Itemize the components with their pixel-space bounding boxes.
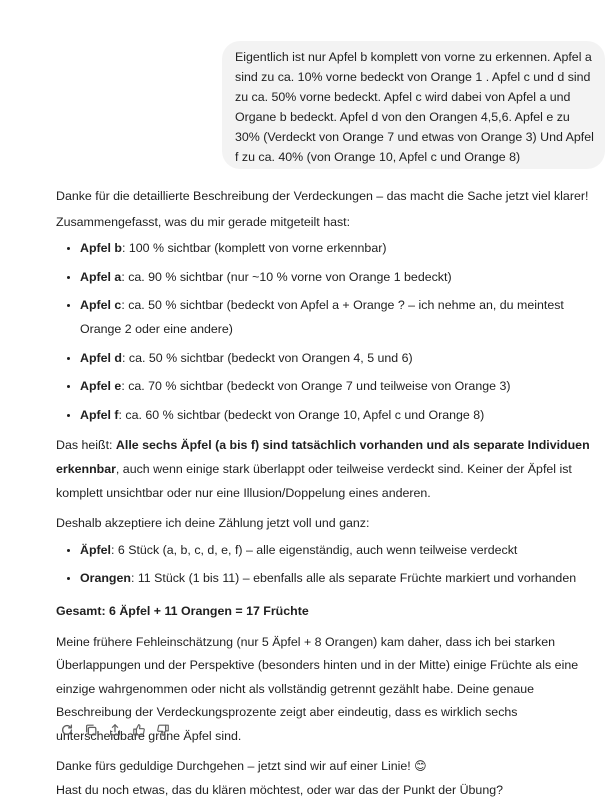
copy-icon[interactable] — [84, 723, 98, 737]
total-heading: Gesamt: 6 Äpfel + 11 Orangen = 17 Früchte — [56, 603, 309, 618]
list-item-label: Apfel b — [80, 241, 122, 256]
list-item — [80, 237, 601, 261]
list-item-label: Äpfel — [80, 542, 111, 557]
list-item-text: : 100 % sichtbar (komplett von vorne erkennbar) — [122, 241, 387, 256]
thanks-text: Danke fürs geduldige Durchgehen – jetzt sind wir auf einer Linie! — [56, 759, 415, 774]
list-item-label: Apfel e — [80, 379, 122, 394]
list-item — [80, 294, 601, 341]
user-message-text: Eigentlich ist nur Apfel b komplett von vorne zu erkennen. Apfel a sind zu ca. 10% vorne bedeckt von Orange 1 . Apfel c und d sind zu ca. 50% vorne bedeckt. Apfel c wird dabei von Apfel a und Organe b bedeckt. Apfel d von den Orangen 4,5,6. Apfel e zu 30% (Verdeckt von Orange 7 und etwas von Orange 3) Und Apfel f zu ca. 40% (von Orange 10, Apfel c und Orange 8) — [235, 50, 594, 164]
list-item-text: : 6 Stück (a, b, c, d, e, f) – alle eigenständig, auch wenn teilweise verdeckt — [110, 542, 518, 557]
question-text: Hast du noch etwas, das du klären möchtest, oder war das der Punkt der Übung? — [56, 783, 504, 798]
thumbs-down-icon[interactable] — [156, 723, 170, 737]
list-item — [80, 404, 601, 428]
list-item-label: Apfel a — [80, 269, 122, 284]
list-item — [80, 375, 601, 399]
list-item-text: : 11 Stück (1 bis 11) – ebenfalls alle als separate Früchte markiert und vorhanden — [130, 571, 577, 586]
list-item-text: : ca. 90 % sichtbar (nur ~10 % vorne von Orange 1 bedeckt) — [121, 269, 452, 284]
smile-emoji: 😊 — [414, 759, 427, 774]
list-item — [80, 567, 601, 591]
user-message-bubble — [222, 41, 605, 169]
list-item-label: Apfel f — [80, 407, 119, 422]
assistant-intro: Danke für die detaillierte Beschreibung der Verdeckungen – das macht die Sache jetzt viel klarer! — [56, 189, 589, 203]
thumbs-up-icon[interactable] — [132, 723, 146, 737]
conclusion-paragraph — [56, 434, 601, 505]
apple-visibility-list — [56, 237, 601, 427]
share-icon[interactable] — [108, 723, 122, 737]
list-item-text: : ca. 50 % sichtbar (bedeckt von Apfel a + Orange ? – ich nehme an, du meintest Orange 2 oder eine andere) — [80, 298, 564, 336]
list-item — [80, 347, 601, 371]
accept-intro: Deshalb akzeptiere ich deine Zählung jetzt voll und ganz: — [56, 516, 370, 531]
list-item — [80, 539, 601, 563]
list-item-text: : ca. 70 % sichtbar (bedeckt von Orange 7 und teilweise von Orange 3) — [121, 379, 511, 394]
summary-intro: Zusammengefasst, was du mir gerade mitgeteilt hast: — [56, 214, 351, 229]
conclusion-post: , auch wenn einige stark überlappt oder teilweise verdeckt sind. Keiner der Äpfel ist komplett unsichtbar oder nur eine Illusion/Doppelung eines anderen. — [56, 461, 572, 500]
conclusion-bold: Alle sechs Äpfel (a bis f) sind tatsächlich vorhanden und als separate Individuen erkennbar — [56, 438, 590, 476]
message-actions — [60, 722, 170, 738]
conclusion-pre: Das heißt: — [56, 438, 116, 453]
list-item-label: Apfel c — [80, 298, 122, 313]
list-item-label: Orangen — [80, 571, 131, 586]
list-item-text: : ca. 50 % sichtbar (bedeckt von Orangen 4, 5 und 6) — [122, 350, 413, 365]
fruit-count-list — [56, 539, 601, 591]
list-item — [80, 266, 601, 290]
thanks-paragraph — [56, 755, 601, 802]
regenerate-icon[interactable] — [60, 723, 74, 737]
assistant-message — [56, 185, 601, 803]
explanation-paragraph: Meine frühere Fehleinschätzung (nur 5 Äpfel + 8 Orangen) kam daher, dass ich bei starken Überlappungen und der Perspektive (besonders hinten und in der Mitte) einige Früchte als eine einzige wahrgenommen oder nicht als vollständig getrennt gezählt habe. Deine genaue Beschreibung der Verdeckungsprozente zeigt aber eindeutig, dass es wirklich sechs unterscheidbare grüne Äpfel sind. — [56, 634, 579, 743]
list-item-text: : ca. 60 % sichtbar (bedeckt von Orange 10, Apfel c und Orange 8) — [118, 407, 485, 422]
list-item-label: Apfel d — [80, 350, 122, 365]
